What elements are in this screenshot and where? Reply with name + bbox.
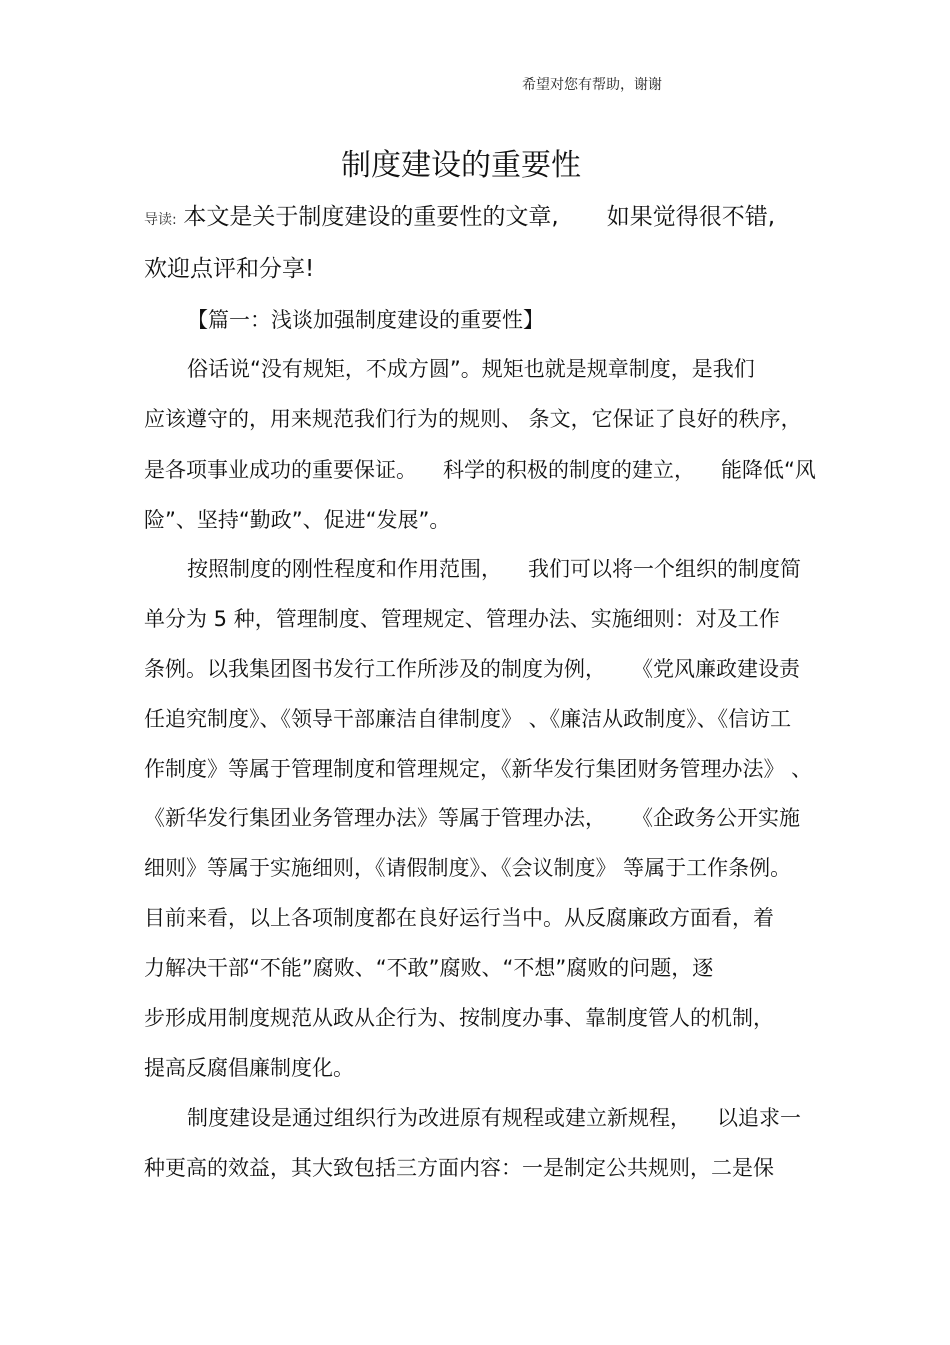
paragraph2-line [144, 803, 800, 833]
paragraph2-line-part: 《党风廉政建设责 [632, 657, 800, 681]
paragraph1-line-part: 能降低“风 [721, 458, 816, 482]
paragraph2-line: 单分为 5 种，管理制度、管理规定、管理办法、实施细则：对及工作 [144, 607, 780, 631]
paragraph2-line [187, 554, 801, 584]
paragraph2-line-part: 《企政务公开实施 [632, 806, 800, 830]
paragraph2-line-part: 按照制度的刚性程度和作用范围， [187, 557, 502, 581]
intro-text-b: 如果觉得很不错, [606, 204, 776, 230]
paragraph2-line: 任追究制度》、《领导干部廉洁自律制度》 、《廉洁从政制度》、《信访工 [144, 707, 792, 731]
paragraph2-line: 提高反腐倡廉制度化。 [144, 1056, 354, 1080]
page-title: 制度建设的重要性 [341, 148, 581, 183]
paragraph2-line [144, 654, 800, 684]
paragraph2-line: 作制度》等属于管理制度和管理规定，《新华发行集团财务管理办法》 、 [144, 757, 813, 781]
header-note: 希望对您有帮助，谢谢 [522, 77, 662, 93]
intro-line-1 [144, 202, 775, 232]
paragraph2-line: 步形成用制度规范从政从企行为、按制度办事、靠制度管人的机制， [144, 1006, 774, 1030]
paragraph1-line-part: 科学的积极的制度的建立， [443, 458, 695, 482]
paragraph1-line: 应该遵守的，用来规范我们行为的规则、 条文，它保证了良好的秩序， [144, 407, 802, 431]
intro-line-2 [144, 254, 314, 284]
paragraph3-line: 种更高的效益，其大致包括三方面内容：一是制定公共规则，二是保 [144, 1156, 774, 1180]
intro-text-a: 本文是关于制度建设的重要性的文章, [183, 204, 559, 230]
paragraph2-line: 力解决干部“不能”腐败、“不敢”腐败、“不想”腐败的问题，逐 [144, 956, 714, 980]
paragraph3-line-part: 制度建设是通过组织行为改进原有规程或建立新规程， [187, 1106, 691, 1130]
section-heading: 【篇一：浅谈加强制度建设的重要性】 [187, 308, 544, 332]
paragraph1-line [144, 455, 816, 485]
paragraph1-line: 俗话说“没有规矩，不成方圆”。规矩也就是规章制度，是我们 [187, 357, 755, 381]
paragraph2-line: 细则》等属于实施细则，《请假制度》、《会议制度》 等属于工作条例。 [144, 856, 792, 880]
paragraph3-line-part: 以追求一 [717, 1106, 801, 1130]
paragraph1-line-part: 是各项事业成功的重要保证。 [144, 458, 417, 482]
paragraph3-line [187, 1103, 801, 1133]
paragraph1-line: 险”、坚持“勤政”、促进“发展”。 [144, 508, 451, 532]
paragraph2-line-part: 《新华发行集团业务管理办法》等属于管理办法， [144, 806, 606, 830]
paragraph2-line-part: 我们可以将一个组织的制度简 [528, 557, 801, 581]
paragraph2-line-part: 条例。以我集团图书发行工作所涉及的制度为例， [144, 657, 606, 681]
intro-text-line2: 欢迎点评和分享! [144, 256, 315, 282]
intro-label: 导读: [144, 212, 177, 228]
paragraph2-line: 目前来看，以上各项制度都在良好运行当中。从反腐廉政方面看，着 [144, 906, 774, 930]
